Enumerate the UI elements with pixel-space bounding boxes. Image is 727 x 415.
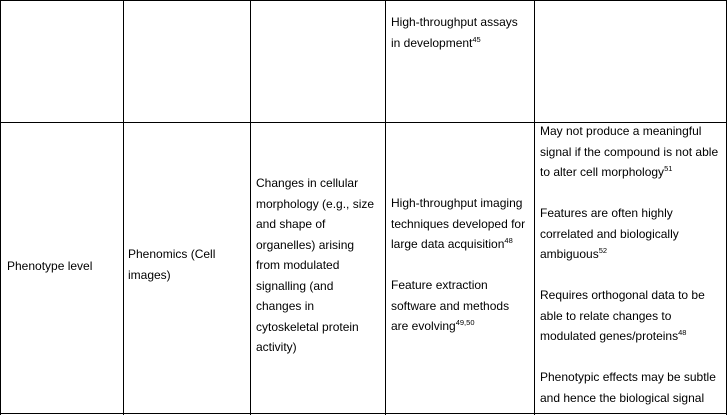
row2-col3-cell xyxy=(256,173,380,358)
cell-paragraph: Features are often highly correlated and biologically ambiguous$^{52}$ xyxy=(540,206,679,261)
morphology-description: Changes in cellular morphology (e.g., size and shape of organelles) arising from modulated signalling (and changes in cytoskeletal protein activity) xyxy=(256,176,375,354)
row1-col4-cell xyxy=(391,12,529,53)
row2-col1-cell xyxy=(7,256,119,277)
phenotype-level-label: Phenotype level xyxy=(7,259,93,273)
cell-paragraph: May not produce a meaningful signal if the compound is not able to alter cell morphology$^{51}$ xyxy=(540,124,719,179)
table-border-bottom xyxy=(0,413,727,414)
phenomics-label: Phenomics (Cell images) xyxy=(128,247,216,282)
row2-col2-cell xyxy=(128,244,246,285)
row2-col4-cell xyxy=(391,193,529,337)
cell-paragraph: High-throughput assays in development$^{45}$ xyxy=(391,15,518,50)
column-divider-2 xyxy=(250,0,251,415)
table-border-top xyxy=(0,0,727,1)
cell-paragraph: High-throughput imaging techniques developed for large data acquisition$^{48}$ xyxy=(391,196,526,251)
cell-paragraph: Feature extraction software and methods are evolving$^{49,50}$ xyxy=(391,278,510,333)
row2-col5-cell xyxy=(540,121,724,408)
cell-paragraph: Requires orthogonal data to be able to relate changes to modulated genes/proteins$^{48}$ xyxy=(540,288,705,343)
column-divider-3 xyxy=(385,0,386,415)
cell-paragraph: Phenotypic effects may be subtle and hence the biological signal xyxy=(540,370,716,405)
column-divider-4 xyxy=(534,0,535,415)
table-border-left xyxy=(0,0,1,415)
column-divider-1 xyxy=(123,0,124,415)
